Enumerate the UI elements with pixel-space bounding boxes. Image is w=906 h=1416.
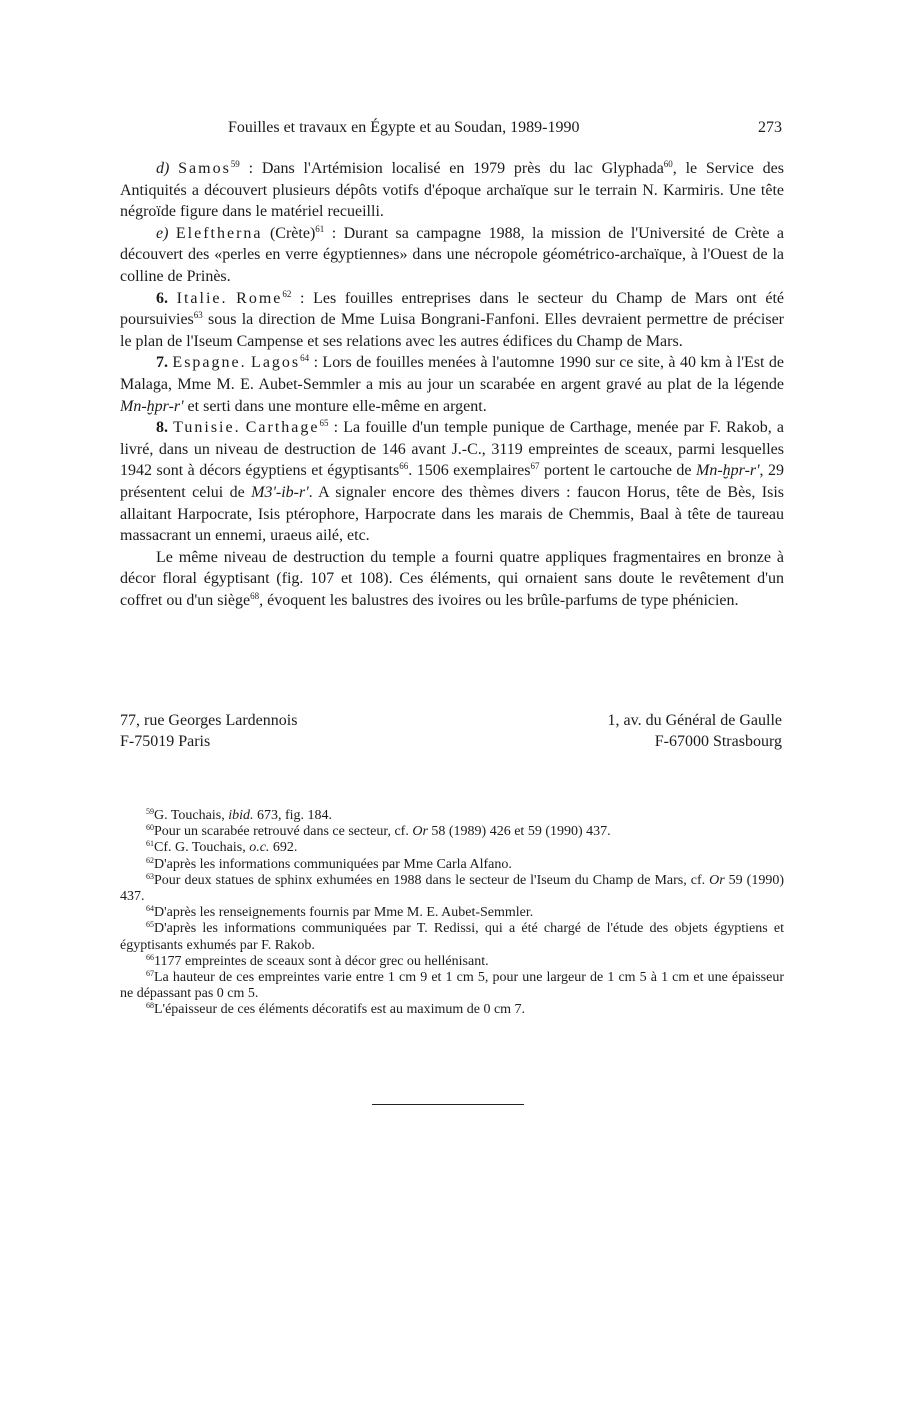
address-line: F-75019 Paris <box>120 733 211 750</box>
footnote: $^{68}$L'épaisseur de ces éléments décoratifs est au maximum de 0 cm 7. <box>146 1001 526 1018</box>
footnote-number: 62 <box>146 855 154 865</box>
footnote-ref[interactable]: 66 <box>399 461 409 472</box>
footnote-number: 65 <box>146 920 154 930</box>
footnote: $^{61}$Cf. G. Touchais, o.c. 692. <box>146 839 298 856</box>
running-title: Fouilles et travaux en Égypte et au Soudan, 1989-1990 <box>228 119 580 136</box>
footnote-number: 64 <box>146 904 154 914</box>
cartouche-name: Mn-ḫpr-r' <box>120 397 184 415</box>
country-name: Italie. <box>176 289 228 307</box>
footnote-ref[interactable]: 60 <box>663 159 673 169</box>
address-line: F-67000 Strasbourg <box>654 733 782 750</box>
page-number: 273 <box>758 119 782 136</box>
footnote: $^{59}$G. Touchais, ibid. 673, fig. 184. <box>146 807 333 823</box>
footnote-number: 59 <box>146 807 154 816</box>
footnote: $^{66}$1177 empreintes de sceaux sont à décor grec ou hellénisant. <box>146 952 489 969</box>
footnote-ref[interactable]: 64 <box>300 353 310 364</box>
paragraph-eleftherna: e) Eleftherna (Crète)$^{61}$ : Durant sa campagne 1988, la mission de l'Université de Crète a découvert des «perles en verre égyptiennes» dans une nécropole géométrico-archaïque, à l'Ouest de la colline de Prinès. <box>120 223 784 285</box>
country-name: Tunisie. <box>173 419 241 437</box>
cartouche-name: Mn-ḫpr-r' <box>696 462 760 480</box>
site-name: Lagos <box>251 354 301 372</box>
footnote-ref[interactable]: 61 <box>315 223 325 234</box>
paragraph-samos: d) Samos$^{59}$ : Dans l'Artémision localisé en 1979 près du lac Glyphada$^{60}$, le Service des Antiquités a découvert plusieurs dépôts votifs d'époque archaïque sur le terrain N. Karmiris. Une tête négroïde figure dans le matériel recueilli. <box>120 159 785 221</box>
footnote-number: 60 <box>146 823 154 833</box>
footnote-ref[interactable]: 68 <box>250 590 260 601</box>
footnote: $^{62}$D'après les informations communiquées par Mme Carla Alfano. <box>146 855 512 872</box>
address-line: 1, av. du Général de Gaulle <box>607 712 782 729</box>
section-number: 6. <box>156 289 168 307</box>
address-line: 77, rue Georges Lardennois <box>120 712 298 729</box>
item-letter: e) <box>156 224 169 242</box>
footnote-number: 68 <box>146 1001 154 1011</box>
item-letter: d) <box>156 160 170 177</box>
site-name: Carthage <box>245 419 320 437</box>
section-number: 7. <box>156 354 168 372</box>
footnote-ref[interactable]: 65 <box>319 418 329 429</box>
address-strasbourg <box>608 710 782 752</box>
footnote: $^{64}$D'après les renseignements fournis par Mme M. E. Aubet-Semmler. <box>146 904 534 921</box>
country-name: Espagne. <box>172 354 247 372</box>
footnote-number: 67 <box>146 969 154 979</box>
footnote-number: 61 <box>146 839 154 849</box>
cartouche-name: M3'-ib-r' <box>251 483 309 501</box>
footnotes <box>120 808 784 1019</box>
footnote-ref[interactable]: 59 <box>230 159 240 169</box>
footnote: $^{63}$Pour deux statues de sphinx exhumées en 1988 dans le secteur de l'Iseum du Champ de Mars, cf. Or 59 (1990) 437. <box>120 871 785 905</box>
footnote-ref[interactable]: 62 <box>282 288 292 299</box>
footnote: $^{60}$Pour un scarabée retrouvé dans ce secteur, cf. Or 58 (1989) 426 et 59 (1990) 437. <box>146 823 611 840</box>
footnote-number: 66 <box>146 952 154 962</box>
paragraph-tunisie: 8. Tunisie. Carthage$^{65}$ : La fouille d'un temple punique de Carthage, menée par F. Rakob, a livré, dans un niveau de destruction de 146 avant J.-C., 3119 empreintes de sceaux, parmi lesquelles 1942 sont à décors égyptiens et égyptisants$^{66}$. 1506 exemplaires$^{67}$ portent le cartouche de Mn-ḫpr-r', 29 présentent celui de M3'-ib-r'. A signaler encore des thèmes divers : faucon Horus, tête de Bès, Isis allaitant Harpocrate, Isis ptérophore, Harpocrate dans les marais de Chemmis, Baal à tête de taureau massacrant un ennemi, uraeus ailé, etc. <box>120 418 785 545</box>
paragraph-appliques: Le même niveau de destruction du temple a fourni quatre appliques fragmentaires en bronze à décor floral égyptisant (fig. 107 et 108). Ces éléments, qui ornaient sans doute le revêtement d'un coffret ou d'un siège$^{68}$, évoquent les balustres des ivoires ou les brûle-parfums de type phénicien. <box>120 548 784 609</box>
footnote-number: 63 <box>146 871 154 881</box>
footnote: $^{67}$La hauteur de ces empreintes varie entre 1 cm 9 et 1 cm 5, pour une largeur de 1 cm 5 à 1 cm et une épaisseur ne dépassant pas 0 cm 5. <box>120 969 784 1002</box>
site-name: Eleftherna <box>175 224 263 242</box>
end-rule <box>372 1104 524 1105</box>
footnote-ref[interactable]: 67 <box>530 461 540 472</box>
site-name: Rome <box>236 289 283 307</box>
footnote: $^{65}$D'après les informations communiquées par T. Redissi, qui a été chargé de l'étude des objets égyptiens et égyptisants exhumés par F. Rakob. <box>120 920 784 953</box>
paragraph-espagne: 7. Espagne. Lagos$^{64}$ : Lors de fouilles menées à l'automne 1990 sur ce site, à 40 km à l'Est de Malaga, Mme M. E. Aubet-Semmler a mis au jour un scarabée en argent gravé au plat de la légende Mn-ḫpr-r' et serti dans une monture elle-même en argent. <box>120 353 785 415</box>
footnote-ref[interactable]: 63 <box>193 310 203 321</box>
paragraph-italie: 6. Italie. Rome$^{62}$ : Les fouilles entreprises dans le secteur du Champ de Mars ont été poursuivies$^{63}$ sous la direction de Mme Luisa Bongrani-Fanfoni. Elles devraient permettre de préciser le plan de l'Iseum Campense et ses relations avec les autres édifices du Champ de Mars. <box>120 288 784 350</box>
site-name: Samos <box>178 160 231 177</box>
section-number: 8. <box>156 419 168 437</box>
body-text <box>120 158 784 611</box>
address-paris <box>120 710 297 752</box>
